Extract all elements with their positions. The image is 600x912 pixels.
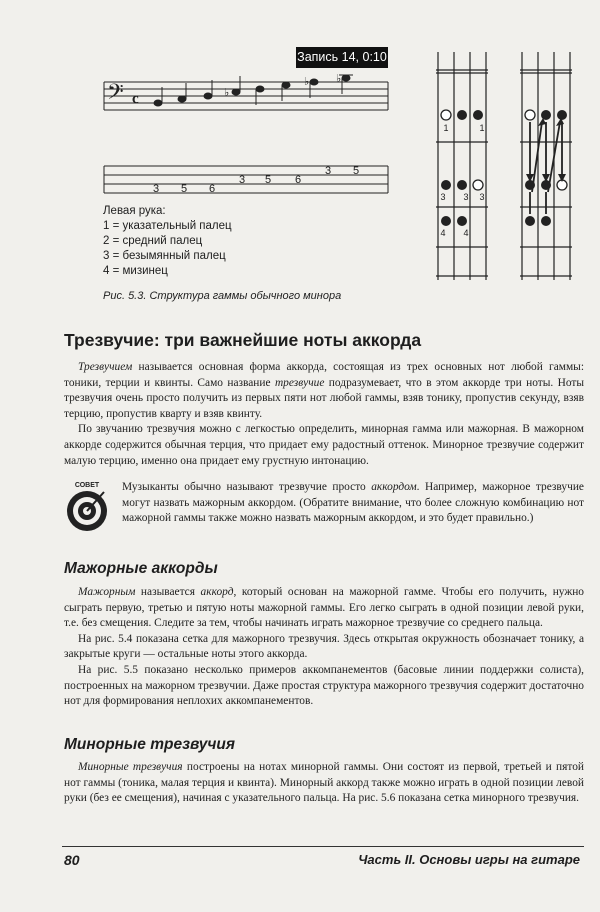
section3-body: [64, 760, 584, 807]
finger-number: 1: [479, 123, 485, 133]
term: Мажорным: [78, 586, 136, 598]
finger-number: 3: [463, 192, 469, 202]
tab-number: 3: [238, 174, 246, 186]
legend-title: Левая рука:: [103, 205, 166, 217]
tip-icon: [64, 478, 110, 534]
paragraph: [64, 760, 584, 807]
running-footer-title: Часть II. Основы игры на гитаре: [358, 852, 580, 867]
text-run: называется: [135, 586, 201, 598]
finger-number: 3: [440, 192, 446, 202]
legend-item: 4 = мизинец: [103, 265, 168, 277]
bass-clef: 𝄢: [107, 80, 124, 109]
svg-text:♭: ♭: [304, 76, 310, 88]
text-run: подразумевает, что в этом аккорде три ноты. Ноты трезвучия очень просто получить из первых пяти нот любой гаммы, взяв тонику, пропустив секунду, взяв терцию, пропустив кварту и взяв квинту.: [64, 376, 584, 420]
tab-number: 3: [324, 165, 332, 177]
fretboard-diagram-scale: [428, 52, 500, 280]
svg-text:♭: ♭: [336, 73, 342, 85]
paragraph: [64, 585, 584, 632]
paragraph: По звучанию трезвучия можно с легкостью определить, минорная гамма или мажорная. В мажорном аккорде содержится обычная терция, что придает ему радостный оттенок. Минорное трезвучие содержит малую терцию, именно она придает ему грустную интонацию.: [64, 423, 584, 467]
section1-body: [64, 360, 584, 469]
tip-box: [122, 480, 584, 527]
finger-number: 1: [443, 123, 449, 133]
section-heading-minor-triads: Минорные трезвучия: [64, 736, 236, 753]
footer-rule: [62, 846, 584, 847]
svg-text:♭: ♭: [224, 87, 230, 99]
page-number: 80: [64, 852, 80, 868]
fretboard-diagram-path: [512, 52, 584, 280]
tab-staff: [104, 166, 388, 193]
legend-item: 3 = безымянный палец: [103, 250, 226, 262]
text-run: построены на нотах минорной гаммы. Они состоят из первой, третьей и пятой нот гаммы (тоника, малая терция и квинта). Минорный аккорд также можно играть в одной позиции левой руки (без ее смещения), начиная с указательного пальца. На рис. 5.6 показана сетка минорного трезвучия.: [64, 761, 584, 805]
legend-item: 2 = средний палец: [103, 235, 203, 247]
paragraph: На рис. 5.5 показано несколько примеров аккомпанементов (басовые линии поддержки солиста), построенных на мажорном трезвучии. Даже простая структура мажорного трезвучия содержит достаточно нот для формирования неплохих аккомпанементов.: [64, 663, 584, 708]
finger-number: 3: [479, 192, 485, 202]
tab-numbers: [153, 165, 359, 195]
text-run: называется основная форма аккорда, состоящая из трех основных нот любой гаммы: тоники, терции и квинты. Само название: [64, 361, 584, 389]
term: аккордом: [371, 481, 417, 493]
bass-staff: [104, 82, 388, 110]
legend-item: 1 = указательный палец: [103, 220, 232, 232]
section2-body: [64, 585, 584, 710]
term: Трезвучием: [78, 361, 133, 373]
bass-notation: [100, 70, 392, 200]
text-run: , который основан на мажорной гамме. Чтобы его получить, нужно сыграть первую, третью и пятую ноты мажорной гаммы. Его легко сыграть в одной позиции левой руки, т.е. без смещения. Следите за тем, чтобы начинать играть мажорное трезвучие со среднего пальца.: [64, 586, 584, 630]
tab-number: 5: [352, 165, 360, 177]
tab-number: 3: [152, 183, 160, 195]
finger-number: 4: [440, 228, 446, 238]
audio-track-badge: Запись 14, 0:10: [296, 47, 388, 68]
tab-number: 6: [294, 174, 302, 186]
tab-number: 5: [180, 183, 188, 195]
tip-text: [122, 480, 584, 527]
paragraph: [64, 360, 584, 422]
section-heading-major-chords: Мажорные аккорды: [64, 560, 218, 577]
term: трезвучие: [274, 376, 325, 389]
tab-number: 6: [208, 183, 216, 195]
tip-label: СОВЕТ: [74, 482, 100, 489]
path-arrows: [530, 122, 562, 214]
finger-number: 4: [463, 228, 469, 238]
figure-caption: Рис. 5.3. Структура гаммы обычного минора: [103, 290, 342, 302]
text-run: . Например, мажорное трезвучие могут назвать мажорным аккордом. (Обратите внимание, что более сложную комбинацию нот мажорной гаммы также можно назвать мажорным аккордом, и это будет правильно.): [122, 481, 584, 525]
term: аккорд: [200, 586, 234, 598]
time-signature: c: [132, 91, 139, 107]
term: Минорные трезвучия: [78, 761, 183, 773]
left-hand-legend: [103, 204, 232, 279]
paragraph: На рис. 5.4 показана сетка для мажорного трезвучия. Здесь открытая окружность обозначает тонику, а закрытые круги — остальные ноты этого аккорда.: [64, 632, 584, 661]
text-run: Музыканты обычно называют трезвучие просто: [122, 481, 372, 493]
tab-number: 5: [264, 174, 272, 186]
section-heading-triads: Трезвучие: три важнейшие ноты аккорда: [64, 330, 422, 350]
